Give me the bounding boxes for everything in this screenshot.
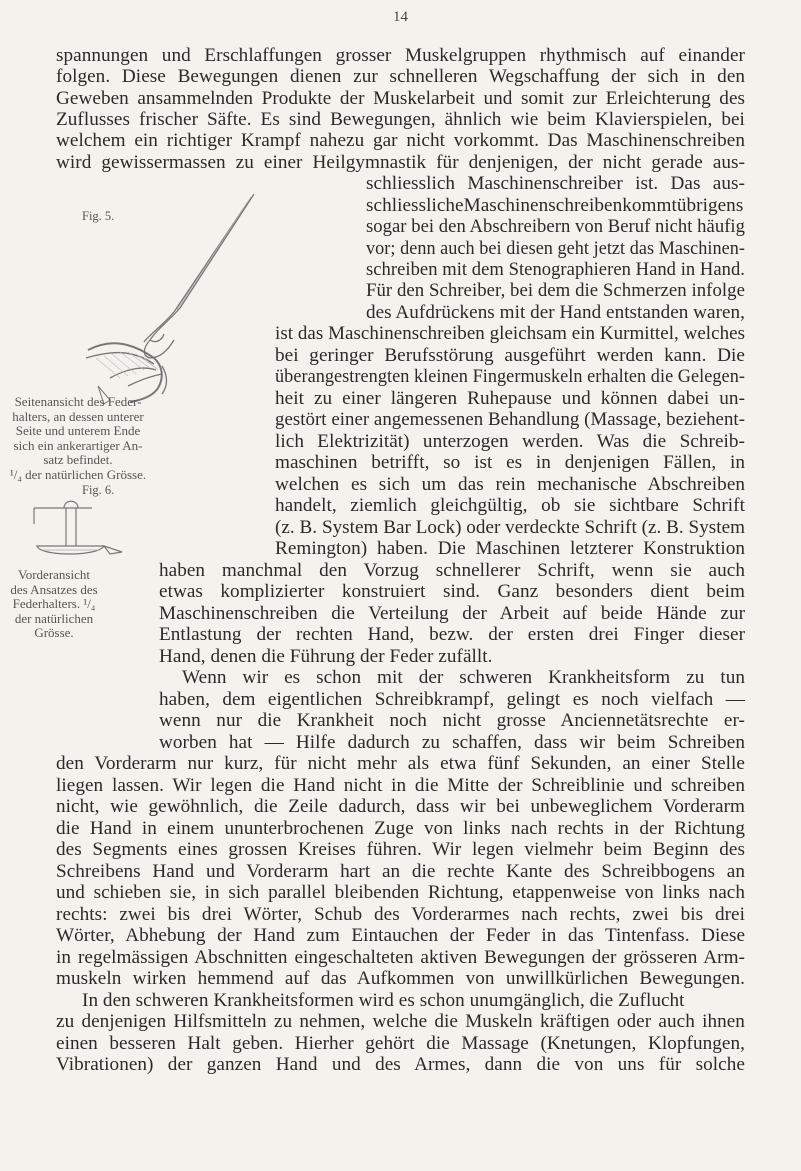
- fig-5-caption-line: Seite und unterem Ende: [15, 423, 141, 439]
- text-line: welchen es sich um das rein mechanische Abschreiben: [275, 474, 746, 495]
- text-line: rechts: zwei bis drei Wörter, Schub des Vorderarmes nach rechts, zwei bis drei: [56, 904, 745, 925]
- text-line: heit zu einer längeren Ruhepause und können dabei un-: [275, 388, 746, 409]
- text-line: Wörter, Abhebung der Hand zum Eintauchen der Feder in das Tintenfass. Diese: [56, 925, 746, 946]
- fig-5-pen-holder-illustration: [58, 190, 258, 410]
- text-line: Hand, denen die Führung der Feder zufällt.: [159, 646, 493, 667]
- fig-6-caption: [4, 568, 104, 641]
- text-line: maschinen betrifft, so ist es in denjenigen Fällen, in: [275, 452, 746, 473]
- text-line: schliesslich Maschinenschreiber ist. Das aus-: [366, 173, 745, 194]
- text-line: (z. B. System Bar Lock) oder verdeckte Schrift (z. B. System: [275, 517, 746, 538]
- text-line: spannungen und Erschlaffungen grosser Muskelgruppen rhythmisch auf einander: [56, 45, 745, 66]
- fig-5-caption-line: ¹/₄ der natürlichen Grösse.: [9, 466, 147, 482]
- fig-6-caption-line: des Ansatzes des: [10, 581, 98, 597]
- text-line: und schieben sie, in sich parallel bleibenden Richtung, etappenweise von links nach: [56, 882, 745, 903]
- text-line: haben, dem eigentlichen Schreibkrampf, gelingt es noch vielfach —: [159, 689, 745, 710]
- text-line: sogar bei den Abschreibern von Beruf nicht häufig: [366, 216, 746, 237]
- fig-5-caption-line: sich ein ankerartiger An-: [13, 437, 143, 453]
- fig-5-caption-line: halters, an dessen unterer: [12, 408, 144, 424]
- text-line: Für den Schreiber, bei dem die Schmerzen infolge: [366, 280, 745, 301]
- fig-5-label: Fig. 5.: [82, 209, 115, 223]
- text-line: welchem ein richtiger Krampf nahezu gar nicht vorkommt. Das Maschinenschreiben: [56, 130, 746, 151]
- text-line: lich Elektrizität) unterzogen werden. Was die Schreib-: [275, 431, 745, 452]
- text-line: In den schweren Krankheitsformen wird es schon unumgänglich, die Zuflucht: [82, 990, 685, 1011]
- text-line: Remington) haben. Die Maschinen letzterer Konstruktion: [275, 538, 746, 559]
- text-line: gestört einer angemessenen Behandlung (Massage, beziehent-: [275, 409, 746, 430]
- text-line: vor; denn auch bei diesen geht jetzt das Maschinen-: [366, 238, 745, 259]
- text-line: Entlastung der rechten Hand, bezw. der ersten drei Finger dieser: [159, 624, 746, 645]
- text-line: den Vorderarm nur kurz, für nicht mehr als etwa fünf Sekunden, an einer Stelle: [56, 753, 745, 774]
- text-line: zu denjenigen Hilfsmitteln zu nehmen, welche die Muskeln kräftigen oder auch ihnen: [56, 1011, 745, 1032]
- text-line: des Aufdrückens mit der Hand entstanden waren,: [366, 302, 746, 323]
- text-line: die Hand in einem ununterbrochenen Zuge von links nach rechts in der Richtung: [56, 818, 745, 839]
- fig-6-caption-line: Vorderansicht: [18, 567, 90, 582]
- text-line: Wenn wir es schon mit der schweren Krankheitsform zu tun: [182, 667, 746, 688]
- text-line: Maschinenschreiben die Verteilung der Arbeit auf beide Hände zur: [159, 603, 746, 624]
- text-line: muskeln wirken hemmend auf das Aufkommen von unwillkürlichen Bewegungen.: [56, 968, 745, 989]
- text-line: haben manchmal den Vorzug schnellerer Schrift, wenn sie auch: [159, 560, 745, 581]
- text-line: Zuflusses frischer Säfte. Es sind Bewegungen, ähnlich wie beim Klavierspielen, bei: [56, 109, 745, 130]
- fig-6-caption-line: der natürlichen: [14, 610, 94, 626]
- text-line: schliesslicheMaschinenschreibenkommtübrigens: [366, 195, 744, 216]
- text-line: einen besseren Halt geben. Hierher gehört die Massage (Knetungen, Klopfungen,: [56, 1033, 745, 1054]
- text-line: folgen. Diese Bewegungen dienen zur schnelleren Wegschaffung der sich in den: [56, 66, 746, 87]
- text-line: Schreibens Hand und Vorderarm hart an die rechte Kante des Schreibbogens an: [56, 861, 746, 882]
- fig-5-caption: [2, 395, 154, 483]
- text-line: in regelmässigen Abschnitten eingeschalteten aktiven Bewegungen der grösseren Arm-: [56, 947, 745, 968]
- page-number: 14: [393, 9, 408, 25]
- text-line: schreiben mit dem Stenographieren Hand in Hand.: [366, 259, 746, 280]
- fig-6-caption-line: Federhalters. ¹/₄: [12, 596, 96, 612]
- fig-6-pen-holder-attachment-illustration: [30, 496, 130, 560]
- text-line: überangestrengten kleinen Fingermuskeln erhalten die Gelegen-: [275, 366, 745, 387]
- fig-6-caption-line: Grösse.: [34, 625, 74, 641]
- fig-5-caption-line: satz befindet.: [43, 452, 113, 468]
- text-line: Geweben ansammelnden Produkte der Muskelarbeit und somit zur Erleichterung des: [56, 88, 746, 109]
- text-line: handelt, ziemlich gleichgültig, ob sie sichtbare Schrift: [275, 495, 745, 516]
- text-line: ist das Maschinenschreiben gleichsam ein Kurmittel, welches: [275, 323, 746, 344]
- text-line: des Segments eines grossen Kreises führen. Wir legen vielmehr beim Beginn des: [56, 839, 746, 860]
- text-line: worben hat — Hilfe dadurch zu schaffen, dass wir beim Schreiben: [159, 732, 745, 753]
- text-line: nicht, wie gewöhnlich, die Zeile dadurch, dass wir bei unbeweglichem Vorderarm: [56, 796, 745, 817]
- fig-6-label: Fig. 6.: [82, 483, 115, 497]
- text-line: wenn nur die Krankheit noch nicht grosse Anciennetätsrechte er-: [159, 710, 745, 731]
- fig-5-caption-line: Seitenansicht des Feder-: [14, 394, 142, 409]
- text-line: etwas komplizierter konstruiert sind. Ganz besonders dient beim: [159, 581, 745, 602]
- text-line: Vibrationen) der ganzen Hand und des Armes, dann die von uns für solche: [56, 1054, 745, 1075]
- text-line: bei geringer Berufsstörung ausgeführt werden kann. Die: [275, 345, 745, 366]
- text-line: liegen lassen. Wir legen die Hand nicht in die Mitte der Schreiblinie und schreiben: [56, 775, 745, 796]
- text-line: wird gewissermassen zu einer Heilgymnastik für denjenigen, der nicht gerade aus-: [56, 152, 746, 173]
